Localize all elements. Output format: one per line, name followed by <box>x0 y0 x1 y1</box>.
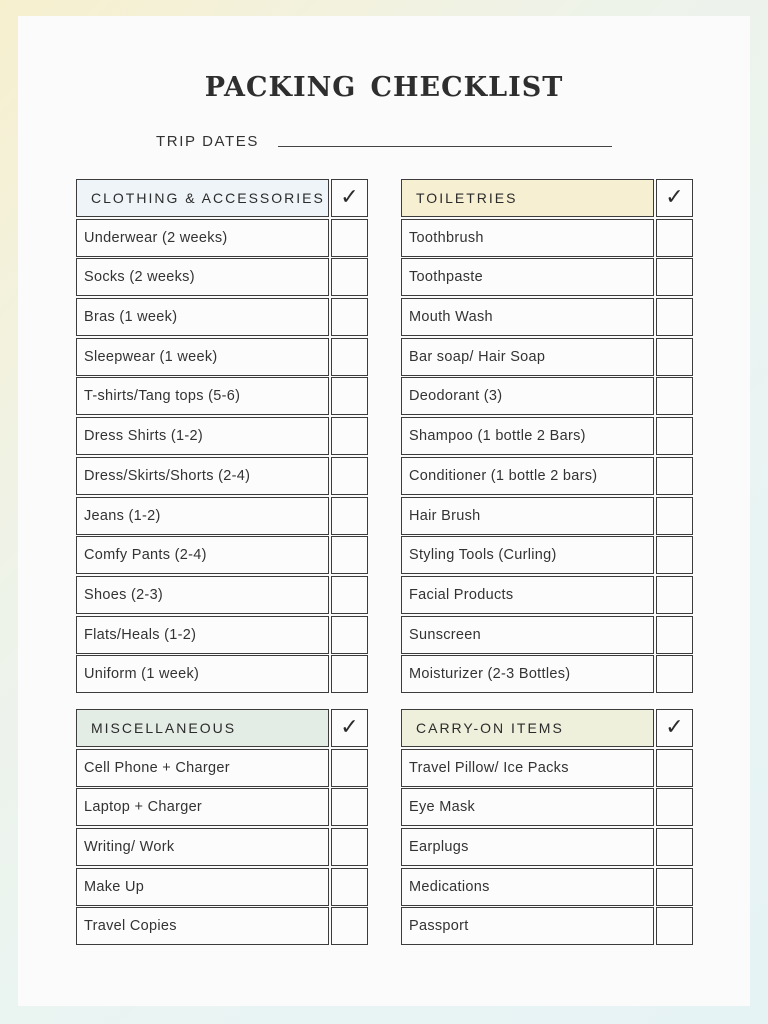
checklist-item <box>76 907 368 945</box>
checklist-item <box>76 788 368 826</box>
section-header-checkbox[interactable] <box>656 179 693 217</box>
checklist-item-checkbox[interactable] <box>331 457 368 495</box>
checklist-item-label: Sunscreen <box>401 616 654 654</box>
section-header-checkbox[interactable] <box>656 709 693 747</box>
item-list <box>76 749 368 946</box>
checkmark-icon: ✓ <box>340 715 359 740</box>
checklist-item <box>401 907 693 945</box>
trip-dates-field[interactable] <box>278 146 612 147</box>
checklist-item-label: Toothpaste <box>401 258 654 296</box>
checklist-item <box>401 298 693 336</box>
section-header-label: CARRY-ON ITEMS <box>401 709 654 747</box>
checklist-item-checkbox[interactable] <box>331 788 368 826</box>
checklist-item-label: Dress/Skirts/Shorts (2-4) <box>76 457 329 495</box>
item-list <box>76 219 368 694</box>
checklist-item-checkbox[interactable] <box>656 338 693 376</box>
checklist-item-label: Uniform (1 week) <box>76 655 329 693</box>
checklist-item-label: Deodorant (3) <box>401 377 654 415</box>
checklist-item-label: Cell Phone + Charger <box>76 749 329 787</box>
checklist-item <box>401 749 693 787</box>
checklist-item-label: Dress Shirts (1-2) <box>76 417 329 455</box>
section-header-label: MISCELLANEOUS <box>76 709 329 747</box>
checklist-item-label: Bar soap/ Hair Soap <box>401 338 654 376</box>
checklist-item-checkbox[interactable] <box>656 219 693 257</box>
checklist-item <box>401 457 693 495</box>
checklist-item-checkbox[interactable] <box>656 828 693 866</box>
checklist-item-label: Comfy Pants (2-4) <box>76 536 329 574</box>
checklist-item-checkbox[interactable] <box>656 497 693 535</box>
checklist-item <box>76 258 368 296</box>
checklist-item-checkbox[interactable] <box>331 655 368 693</box>
checklist-item-checkbox[interactable] <box>331 338 368 376</box>
checkmark-icon: ✓ <box>665 185 684 210</box>
checklist-item-checkbox[interactable] <box>331 907 368 945</box>
checklist-item <box>76 749 368 787</box>
checklist-item-checkbox[interactable] <box>656 907 693 945</box>
checklist-item-label: Medications <box>401 868 654 906</box>
checklist-item-label: T-shirts/Tang tops (5-6) <box>76 377 329 415</box>
checklist-item-checkbox[interactable] <box>331 828 368 866</box>
checklist-item-label: Facial Products <box>401 576 654 614</box>
checklist-item <box>76 655 368 693</box>
checklist-item-label: Moisturizer (2-3 Bottles) <box>401 655 654 693</box>
section-header <box>401 179 693 217</box>
checklist-item-checkbox[interactable] <box>331 536 368 574</box>
section-header-label: TOILETRIES <box>401 179 654 217</box>
checklist-item-checkbox[interactable] <box>331 576 368 614</box>
checklist-item <box>76 616 368 654</box>
checklist-item <box>401 616 693 654</box>
checklist-item <box>401 258 693 296</box>
checklist-item-checkbox[interactable] <box>656 868 693 906</box>
page-title: packing checklist <box>204 60 564 105</box>
checklist-item <box>401 788 693 826</box>
checklist-item-checkbox[interactable] <box>656 616 693 654</box>
checklist-item <box>76 298 368 336</box>
checklist-item-checkbox[interactable] <box>331 497 368 535</box>
section-header-checkbox[interactable] <box>331 709 368 747</box>
section-header <box>76 709 368 747</box>
section-miscellaneous <box>76 709 368 947</box>
checklist-item-checkbox[interactable] <box>656 576 693 614</box>
checklist-item-label: Eye Mask <box>401 788 654 826</box>
checklist-item-checkbox[interactable] <box>656 536 693 574</box>
checklist-item-label: Laptop + Charger <box>76 788 329 826</box>
checklist-item-label: Socks (2 weeks) <box>76 258 329 296</box>
checklist-item <box>401 828 693 866</box>
checklist-item-label: Underwear (2 weeks) <box>76 219 329 257</box>
checklist-item <box>401 377 693 415</box>
section-header-checkbox[interactable] <box>331 179 368 217</box>
checklist-item-checkbox[interactable] <box>656 457 693 495</box>
checklist-item-checkbox[interactable] <box>331 868 368 906</box>
section-header <box>76 179 368 217</box>
checklist-item <box>76 457 368 495</box>
checklist-item-checkbox[interactable] <box>331 749 368 787</box>
checklist-item-checkbox[interactable] <box>331 377 368 415</box>
checklist-item-checkbox[interactable] <box>656 655 693 693</box>
checklist-item-label: Flats/Heals (1-2) <box>76 616 329 654</box>
checklist-item <box>401 219 693 257</box>
checklist-item-checkbox[interactable] <box>331 258 368 296</box>
section-clothing <box>76 179 368 695</box>
checklist-item <box>401 417 693 455</box>
checklist-item-label: Travel Pillow/ Ice Packs <box>401 749 654 787</box>
checklist-item <box>76 377 368 415</box>
checklist-item-checkbox[interactable] <box>656 417 693 455</box>
checklist-item-checkbox[interactable] <box>656 377 693 415</box>
checklist-item-checkbox[interactable] <box>656 788 693 826</box>
checklist-item <box>401 868 693 906</box>
checklist-item-label: Bras (1 week) <box>76 298 329 336</box>
trip-dates-label: TRIP DATES <box>156 133 259 150</box>
checklist-item <box>401 655 693 693</box>
checklist-item-checkbox[interactable] <box>656 298 693 336</box>
checklist-item-label: Styling Tools (Curling) <box>401 536 654 574</box>
checklist-item-label: Shampoo (1 bottle 2 Bars) <box>401 417 654 455</box>
checklist-item-label: Writing/ Work <box>76 828 329 866</box>
checklist-item-label: Travel Copies <box>76 907 329 945</box>
checklist-item-label: Toothbrush <box>401 219 654 257</box>
checklist-item <box>76 828 368 866</box>
checklist-item-label: Hair Brush <box>401 497 654 535</box>
checklist-item <box>76 219 368 257</box>
checklist-item-label: Mouth Wash <box>401 298 654 336</box>
checklist-item <box>401 576 693 614</box>
checklist-item <box>76 497 368 535</box>
checkmark-icon: ✓ <box>340 185 359 210</box>
checklist-item-label: Passport <box>401 907 654 945</box>
checklist-item-checkbox[interactable] <box>656 258 693 296</box>
section-header <box>401 709 693 747</box>
checklist-item-checkbox[interactable] <box>331 219 368 257</box>
checklist-item-label: Shoes (2-3) <box>76 576 329 614</box>
checklist-item-checkbox[interactable] <box>656 749 693 787</box>
checklist-item-checkbox[interactable] <box>331 417 368 455</box>
checklist-item <box>76 338 368 376</box>
checklist-item <box>401 497 693 535</box>
checklist-item-label: Sleepwear (1 week) <box>76 338 329 376</box>
checklist-item <box>76 868 368 906</box>
checklist-item-checkbox[interactable] <box>331 298 368 336</box>
section-carry-on <box>401 709 693 947</box>
checklist-item-checkbox[interactable] <box>331 616 368 654</box>
checklist-item-label: Earplugs <box>401 828 654 866</box>
item-list <box>401 219 693 694</box>
checklist-item-label: Make Up <box>76 868 329 906</box>
checklist-item <box>76 576 368 614</box>
checklist-item <box>401 338 693 376</box>
checklist-item <box>401 536 693 574</box>
checklist-item <box>76 536 368 574</box>
checklist-item-label: Conditioner (1 bottle 2 bars) <box>401 457 654 495</box>
checklist-item <box>76 417 368 455</box>
section-toiletries <box>401 179 693 695</box>
checkmark-icon: ✓ <box>665 715 684 740</box>
section-header-label: CLOTHING & ACCESSORIES <box>76 179 329 217</box>
checklist-item-label: Jeans (1-2) <box>76 497 329 535</box>
item-list <box>401 749 693 946</box>
